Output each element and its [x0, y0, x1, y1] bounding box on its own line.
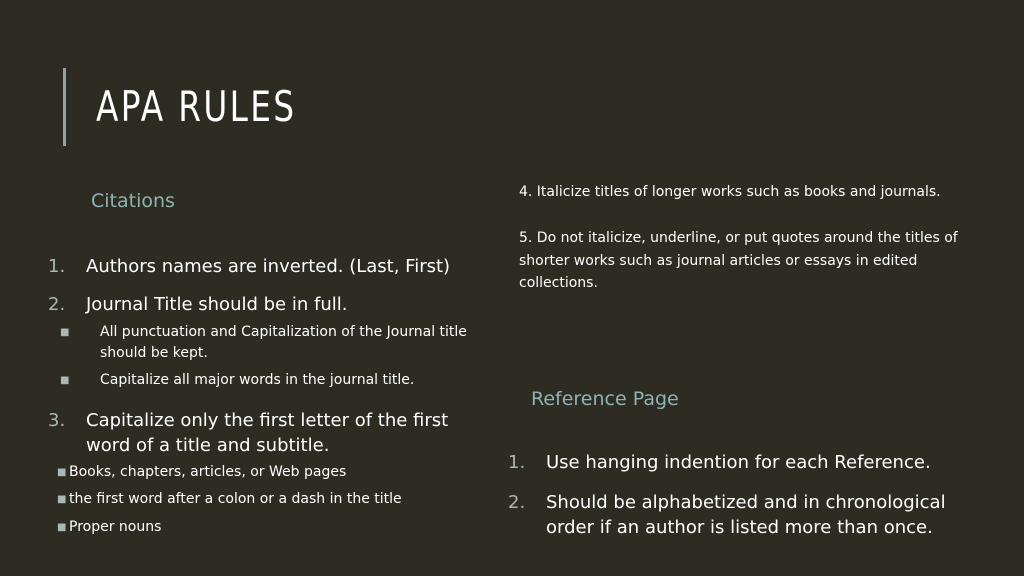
citation-item-2: [48, 292, 478, 317]
title-accent-bar: [63, 68, 66, 146]
item-text: Capitalize only the first letter of the first word of a title and subtitle.: [86, 410, 449, 456]
item-text: Journal Title should be in full.: [86, 294, 348, 315]
note-italicize-long-works: 4. Italicize titles of longer works such as books and journals.: [519, 184, 941, 200]
item-number: 3.: [48, 410, 66, 431]
item-number: 1.: [48, 256, 66, 277]
item-text: Use hanging indention for each Reference.: [546, 452, 931, 473]
citations-heading: Citations: [91, 190, 175, 212]
item-number: 2.: [508, 492, 526, 513]
item-number: 2.: [48, 294, 66, 315]
citation-item-2-bullet-1: [60, 322, 480, 364]
citation-item-2-bullet-2: [60, 370, 480, 391]
square-bullet-icon: ■: [60, 375, 70, 386]
reference-item-1: [508, 450, 978, 475]
square-bullet-icon: ■: [60, 327, 70, 338]
note-short-works: 5. Do not italicize, underline, or put quotes around the titles of shorter works such as journal articles or essays in edited collections.: [519, 230, 958, 291]
reference-item-2: [508, 490, 978, 540]
item-text: Should be alphabetized and in chronological order if an author is listed more than once.: [546, 492, 946, 538]
bullet-text: Books, chapters, articles, or Web pages: [69, 464, 347, 480]
item-text: Authors names are inverted. (Last, First): [86, 256, 451, 277]
item-number: 1.: [508, 452, 526, 473]
bullet-text: Proper nouns: [69, 519, 162, 535]
bullet-text: the first word after a colon or a dash in the title: [69, 491, 402, 507]
square-bullet-icon: ■: [57, 522, 67, 533]
citation-item-3-bullet-2: [57, 489, 477, 510]
citation-item-1: [48, 254, 478, 279]
square-bullet-icon: ■: [57, 494, 67, 505]
citation-item-3-bullet-1: [57, 462, 477, 483]
citation-item-3: [48, 408, 478, 458]
citation-item-3-bullet-3: [57, 517, 477, 538]
bullet-text: Capitalize all major words in the journal title.: [100, 372, 415, 388]
slide-title: APA RULES: [96, 82, 297, 131]
bullet-text: All punctuation and Capitalization of the Journal title should be kept.: [100, 324, 467, 361]
square-bullet-icon: ■: [57, 467, 67, 478]
reference-page-heading: Reference Page: [531, 388, 679, 410]
